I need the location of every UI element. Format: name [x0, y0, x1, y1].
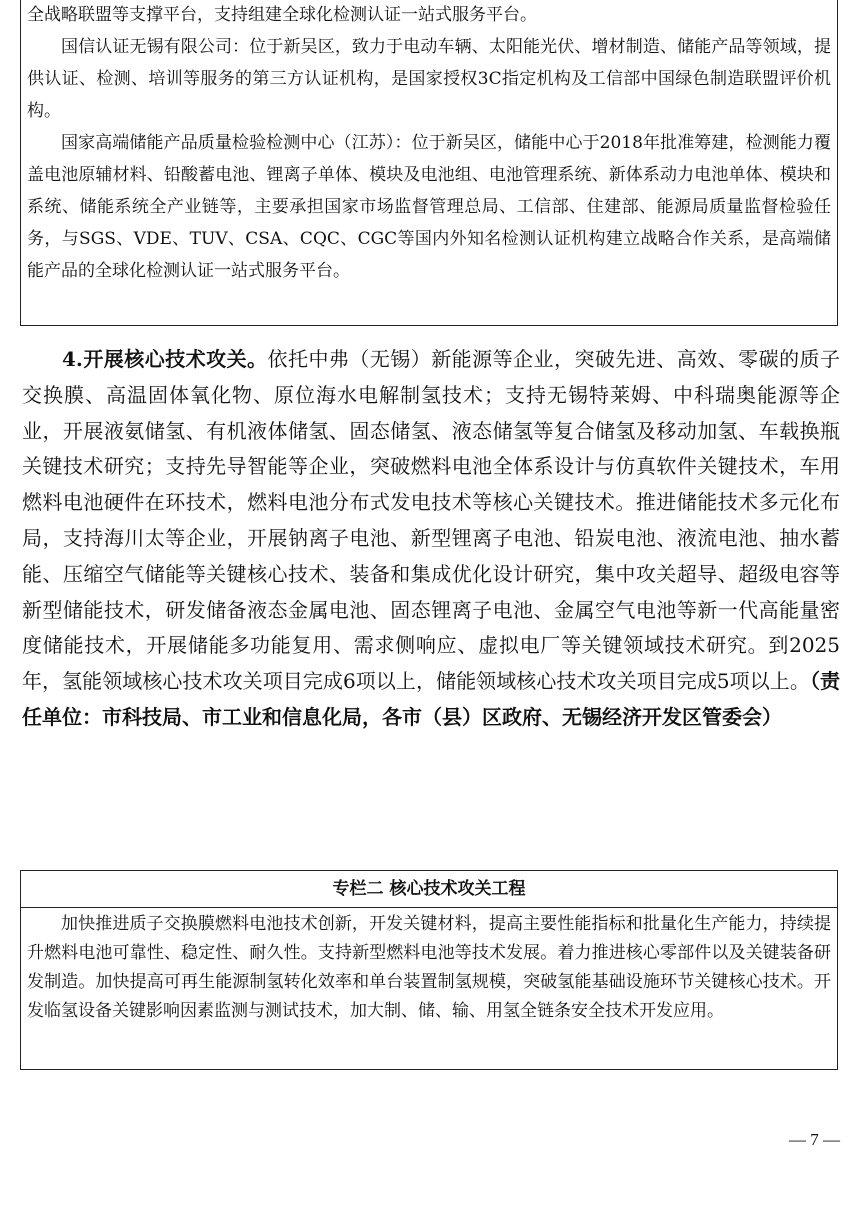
responsibility-note: （责任单位：市科技局、市工业和信息化局，各市（县）区政府、无锡经济开发区管委会） [22, 669, 840, 729]
section-heading: 4.开展核心技术攻关。 [62, 347, 268, 371]
main-paragraph [22, 342, 840, 736]
institution-paragraph-2: 国家高端储能产品质量检验检测中心（江苏）：位于新吴区，储能中心于2018年批准筹建，检测能力覆盖电池原辅材料、铅酸蓄电池、锂离子单体、模块及电池组、电池管理系统、新体系动力电池单体、模块和系统、储能系统全产业链等，主要承担国家市场监督管理总局、工信部、住建部、能源局质量监督检验任务，与SGS、VDE、TUV、CSA、CQC、CGC等国内外知名检测认证机构建立战略合作关系，是高端储能产品的全球化检测认证一站式服务平台。 [27, 133, 831, 281]
column-title: 专栏二 核心技术攻关工程 [21, 871, 837, 908]
column-paragraph: 加快推进质子交换膜燃料电池技术创新，开发关键材料，提高主要性能指标和批量化生产能力，持续提升燃料电池可靠性、稳定性、耐久性。支持新型燃料电池等技术发展。着力推进核心零部件以及关键装备研发制造。加快提高可再生能源制氢转化效率和单台装置制氢规模，突破氢能基础设施环节关键核心技术。开发临氢设备关键影响因素监测与测试技术，加大制、储、输、用氢全链条安全技术开发应用。 [27, 914, 831, 1021]
section-body: 依托中弗（无锡）新能源等企业，突破先进、高效、零碳的质子交换膜、高温固体氧化物、原位海水电解制氢技术；支持无锡特莱姆、中科瑞奥能源等企业，开展液氨储氢、有机液体储氢、固态储氢、液态储氢等复合储氢及移动加氢、车载换瓶关键技术研究；支持先导智能等企业，突破燃料电池全体系设计与仿真软件关键技术，车用燃料电池硬件在环技术，燃料电池分布式发电技术等核心关键技术。推进储能技术多元化布局，支持海川太等企业，开展钠离子电池、新型锂离子电池、铅炭电池、液流电池、抽水蓄能、压缩空气储能等关键核心技术、装备和集成优化设计研究，集中攻关超导、超级电容等新型储能技术，研发储备液态金属电池、固态锂离子电池、金属空气电池等新一代高能量密度储能技术，开展储能多功能复用、需求侧响应、虚拟电厂等关键领域技术研究。到2025年，氢能领域核心技术攻关项目完成6项以上，储能领域核心技术攻关项目完成5项以上。 [22, 347, 841, 694]
main-section [22, 342, 840, 736]
page-number: — 7 — [789, 1130, 840, 1149]
column-body [21, 908, 837, 1026]
column-box [20, 870, 838, 1070]
continued-line: 全战略联盟等支撑平台，支持组建全球化检测认证一站式服务平台。 [27, 5, 537, 25]
institution-paragraph-1: 国信认证无锡有限公司：位于新吴区，致力于电动车辆、太阳能光伏、增材制造、储能产品等领域，提供认证、检测、培训等服务的第三方认证机构，是国家授权3C指定机构及工信部中国绿色制造联盟评价机构。 [27, 37, 831, 121]
info-box-top [20, 0, 838, 326]
